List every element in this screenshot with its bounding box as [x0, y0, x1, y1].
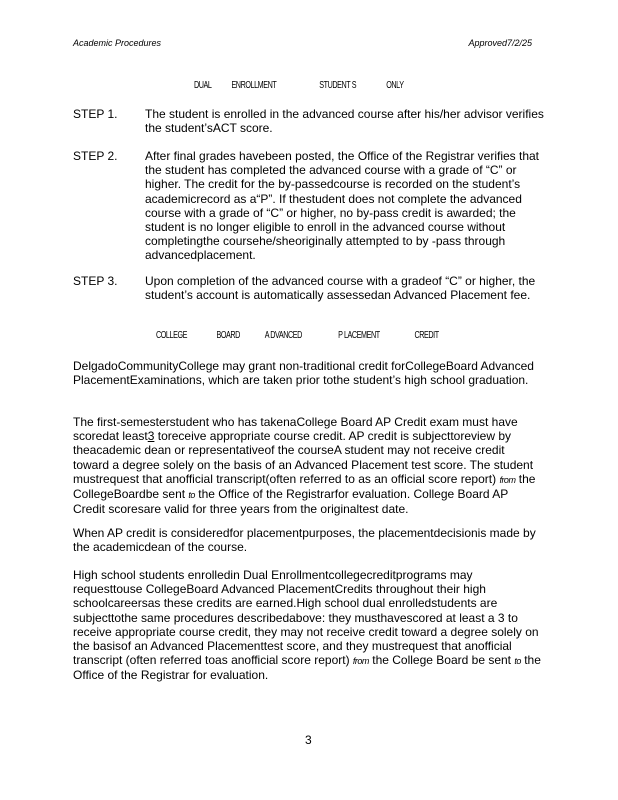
section-title-word: P LACEMENT	[338, 330, 380, 341]
paragraph-first-semester	[73, 415, 543, 516]
header-approval-date: Approved7/2/25	[468, 38, 532, 48]
paragraph-placement-purposes: When AP credit is consideredfor placementpurposes, the placementdecisionis made by the academicdean of the course.	[73, 526, 536, 555]
section-title-word: CREDIT	[414, 330, 439, 341]
paragraph-high-school-students	[73, 568, 543, 683]
paragraph-text-small: from	[352, 656, 369, 667]
header-title: Academic Procedures	[73, 38, 162, 48]
paragraph-text: toreceive appropriate course credit. AP credit is subjecttoreview by theacademic dean or representativeof the courseA student may not receive credit toward a degree solely on the basis of an Advanced Placement test score. The student mustrequest that anofficial transcript(often referred to as an official score report)	[73, 429, 534, 486]
paragraph-text: the Office of the Registrar for evaluation.	[73, 653, 541, 683]
step-text: The student is enrolled in the advanced course after his/her advisor verifies the student’sACT score.	[145, 107, 544, 136]
step-text: After final grades havebeen posted, the Office of the Registrar verifies that the student has completed the advanced course with a grade of “C” or higher. The credit for the by-passedcourse is recorded on the student’s academicrecord as a“P”. If thestudent does not complete the advanced course with a grade of “C” or higher, no by-pass credit is awarded; the student is no longer eligible to enroll in the advanced course without completingthe coursehe/sheoriginally attempted to by -pass through advancedplacement.	[145, 149, 540, 263]
section-title-word: A DVANCED	[264, 330, 302, 341]
section-title-word: BOARD	[216, 330, 240, 341]
paragraph-text: the CollegeBoardbe sent	[73, 471, 536, 502]
minimum-score: 3	[147, 429, 155, 444]
paragraph-text-small: to	[514, 656, 521, 667]
section-title-word: ENROLLMENT	[231, 80, 277, 91]
step-text: Upon completion of the advanced course with a gradeof “C” or higher, the student’s account is automatically assessedan Advanced Placement fee.	[145, 274, 536, 303]
paragraph-text-small: to	[188, 490, 195, 501]
section-title-word: COLLEGE	[156, 330, 187, 341]
paragraph-ap-intro: DelgadoCommunityCollege may grant non-traditional credit forCollegeBoard Advanced PlacementExaminations, which are taken prior tothe student’s high school graduation.	[73, 359, 534, 388]
step-3	[73, 274, 553, 302]
step-label: STEP 3.	[73, 274, 118, 288]
section-title-word: ONLY	[386, 80, 404, 91]
section-title-ap-credit	[156, 330, 439, 341]
section-title-word: DUAL	[194, 80, 212, 91]
step-label: STEP 1.	[73, 107, 118, 121]
page-number: 3	[305, 733, 312, 747]
paragraph-text: The first-semesterstudent who has takenaCollege Board AP Credit exam must have scoredat least	[73, 415, 518, 444]
section-title-dual-enrollment	[194, 80, 404, 91]
step-2	[73, 149, 553, 263]
paragraph-text-small: from	[499, 474, 516, 485]
paragraph-text: the College Board be sent	[368, 653, 515, 668]
section-title-word: STUDENT S	[319, 80, 357, 91]
paragraph-text: the Office of the Registrarfor evaluation. College Board AP Credit scoresare valid for three years from the originaltest date.	[73, 487, 509, 517]
step-1	[73, 107, 553, 135]
paragraph-text: High school students enrolledin Dual Enrollmentcollegecreditprograms may requesttouse CollegeBoard Advanced PlacementCredits throughout their high schoolcareersas these credits are earned.High school dual enrolledstudents are subjecttothe same procedures describedabove: they musthavescored at least a 3 to receive appropriate course credit, they may not receive credit toward a degree solely on the basisof an Advanced Placementtest score, and they mustrequest that anofficial transcript (often referred toas anofficial score report)	[73, 568, 539, 668]
step-label: STEP 2.	[73, 149, 118, 163]
